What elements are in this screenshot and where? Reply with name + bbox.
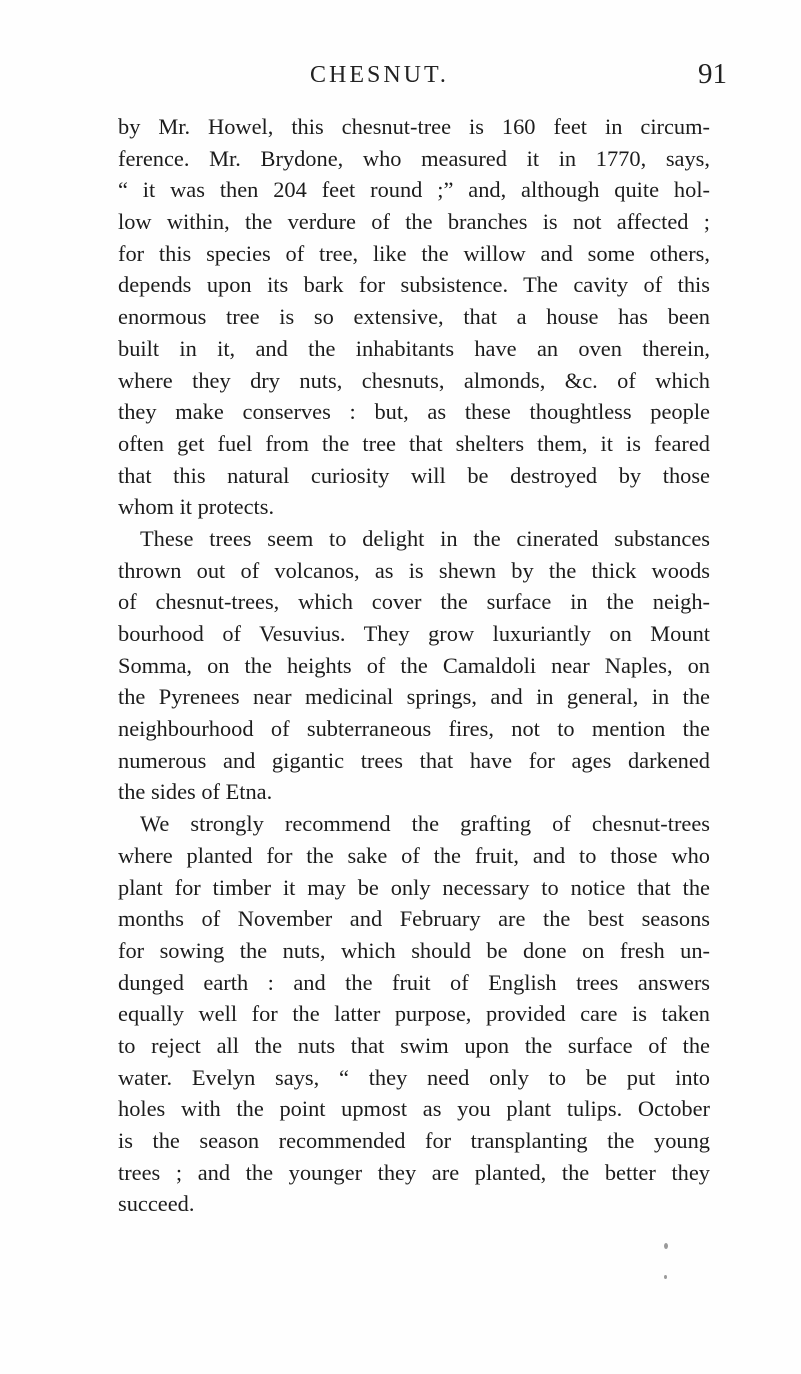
text-line: the Pyrenees near medicinal springs, and in general, in the [118,684,710,710]
text-line: “ it was then 204 feet round ;” and, although quite hol- [118,177,710,203]
text-line: the sides of Etna. [118,779,273,805]
body-text [118,111,710,1220]
text-line: of chesnut-trees, which cover the surface in the neigh- [118,589,710,615]
text-line: neighbourhood of subterraneous fires, not to mention the [118,716,710,742]
ink-speck [664,1275,667,1279]
text-line: they make conserves : but, as these thoughtless people [118,399,710,425]
text-line: We strongly recommend the grafting of chesnut-trees [140,811,710,837]
text-line: trees ; and the younger they are planted, the better they [118,1159,710,1185]
text-line: equally well for the latter purpose, provided care is taken [118,1001,710,1027]
text-line: holes with the point upmost as you plant tulips. October [118,1096,710,1122]
text-line: built in it, and the inhabitants have an oven therein, [118,335,710,361]
running-title: CHESNUT. [310,62,449,88]
text-line: depends upon its bark for subsistence. The cavity of this [118,272,710,298]
text-line: plant for timber it may be only necessary to notice that the [118,874,710,900]
text-line: is the season recommended for transplanting the young [118,1128,710,1153]
text-line: bourhood of Vesuvius. They grow luxuriantly on Mount [118,621,710,646]
text-line: numerous and gigantic trees that have for ages darkened [118,747,710,773]
text-line: low within, the verdure of the branches is not affected ; [118,209,710,235]
text-line: that this natural curiosity will be destroyed by those [118,462,710,488]
ink-speck [664,1243,668,1249]
text-line: water. Evelyn says, “ they need only to be put into [118,1064,710,1090]
text-line: often get fuel from the tree that shelters them, it is feared [118,430,710,456]
text-line: ference. Mr. Brydone, who measured it in 1770, says, [118,145,710,171]
text-line: for sowing the nuts, which should be done on fresh un- [118,937,710,963]
running-head [0,58,801,98]
text-line: enormous tree is so extensive, that a house has been [118,304,710,330]
text-line: These trees seem to delight in the cinerated substances [140,525,710,551]
text-line: months of November and February are the best seasons [118,906,710,932]
text-line: for this species of tree, like the willow and some others, [118,240,710,266]
text-line: where planted for the sake of the fruit, and to those who [118,842,710,868]
text-line: succeed. [118,1191,195,1217]
text-line: Somma, on the heights of the Camaldoli near Naples, on [118,652,710,678]
text-line: by Mr. Howel, this chesnut-tree is 160 feet in circum- [118,114,710,139]
text-line: where they dry nuts, chesnuts, almonds, &c. of which [118,367,710,393]
text-line: to reject all the nuts that swim upon the surface of the [118,1032,710,1058]
text-line: dunged earth : and the fruit of English trees answers [118,969,710,995]
page-number: 91 [698,58,727,90]
text-line: thrown out of volcanos, as is shewn by the thick woods [118,557,710,583]
text-line: whom it protects. [118,494,275,520]
